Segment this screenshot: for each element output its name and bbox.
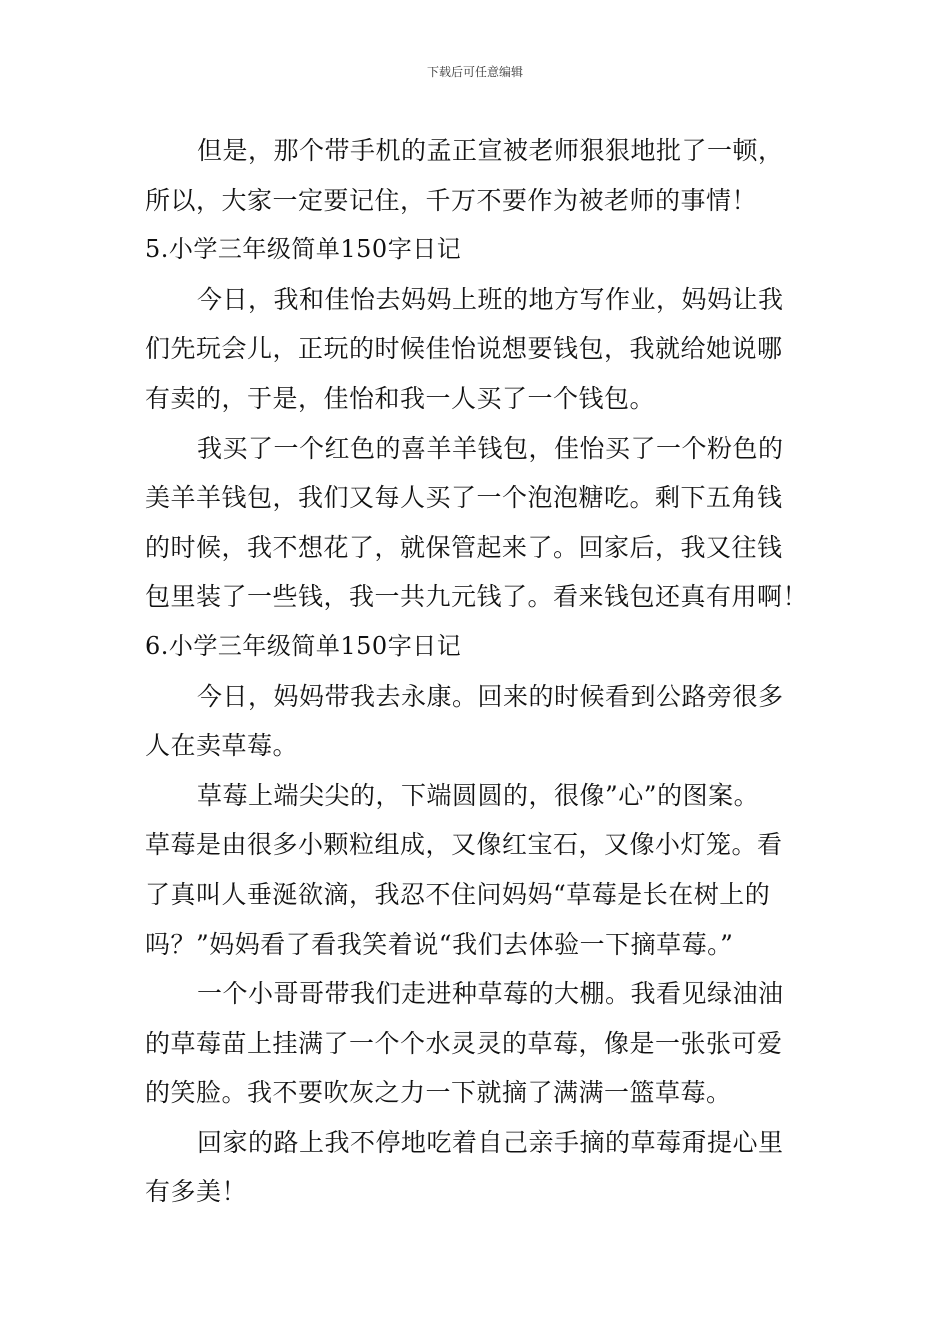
paragraph-line: 草莓是由很多小颗粒组成，又像红宝石，又像小灯笼。看 xyxy=(145,830,783,860)
paragraph-line: 有多美！ xyxy=(145,1177,248,1207)
paragraph-line: 美羊羊钱包，我们又每人买了一个泡泡糖吃。剩下五角钱 xyxy=(145,483,783,513)
page-header: 下载后可任意编辑 xyxy=(426,65,523,79)
paragraph-line: 人在卖草莓。 xyxy=(145,731,299,761)
paragraph-line: 了真叫人垂涎欲滴，我忍不住问妈妈“草莓是长在树上的 xyxy=(145,879,771,909)
paragraph-line: 的笑脸。我不要吹灰之力一下就摘了满满一篮草莓。 xyxy=(145,1078,732,1108)
section-heading: 6.小学三年级简单150字日记 xyxy=(145,631,462,660)
paragraph-line: 吗？”妈妈看了看我笑着说“我们去体验一下摘草莓。” xyxy=(145,929,734,959)
paragraph-line: 草莓上端尖尖的，下端圆圆的，很像”心”的图案。 xyxy=(197,780,760,810)
paragraph-line: 的时候，我不想花了，就保管起来了。回家后，我又往钱 xyxy=(145,532,783,562)
paragraph-line: 回家的路上我不停地吃着自己亲手摘的草莓甭提心里 xyxy=(197,1127,784,1157)
paragraph-line: 今日，妈妈带我去永康。回来的时候看到公路旁很多 xyxy=(197,681,784,711)
paragraph-line: 所以，大家一定要记住，千万不要作为被老师的事情！ xyxy=(145,185,758,215)
paragraph-line: 今日，我和佳怡去妈妈上班的地方写作业，妈妈让我 xyxy=(197,284,784,314)
paragraph-line: 一个小哥哥带我们走进种草莓的大棚。我看见绿油油 xyxy=(197,979,784,1009)
document-body xyxy=(145,126,810,1217)
paragraph-line: 有卖的，于是，佳怡和我一人买了一个钱包。 xyxy=(145,383,656,413)
paragraph-line: 我买了一个红色的喜羊羊钱包，佳怡买了一个粉色的 xyxy=(197,433,784,463)
paragraph-line: 的草莓苗上挂满了一个个水灵灵的草莓，像是一张张可爱 xyxy=(145,1028,783,1058)
paragraph-line: 包里装了一些钱，我一共九元钱了。看来钱包还真有用啊！ xyxy=(145,582,809,612)
paragraph-line: 但是，那个带手机的孟正宣被老师狠狠地批了一顿， xyxy=(197,136,784,165)
section-heading: 5.小学三年级简单150字日记 xyxy=(145,235,462,264)
paragraph-line: 们先玩会儿，正玩的时候佳怡说想要钱包，我就给她说哪 xyxy=(145,334,783,364)
